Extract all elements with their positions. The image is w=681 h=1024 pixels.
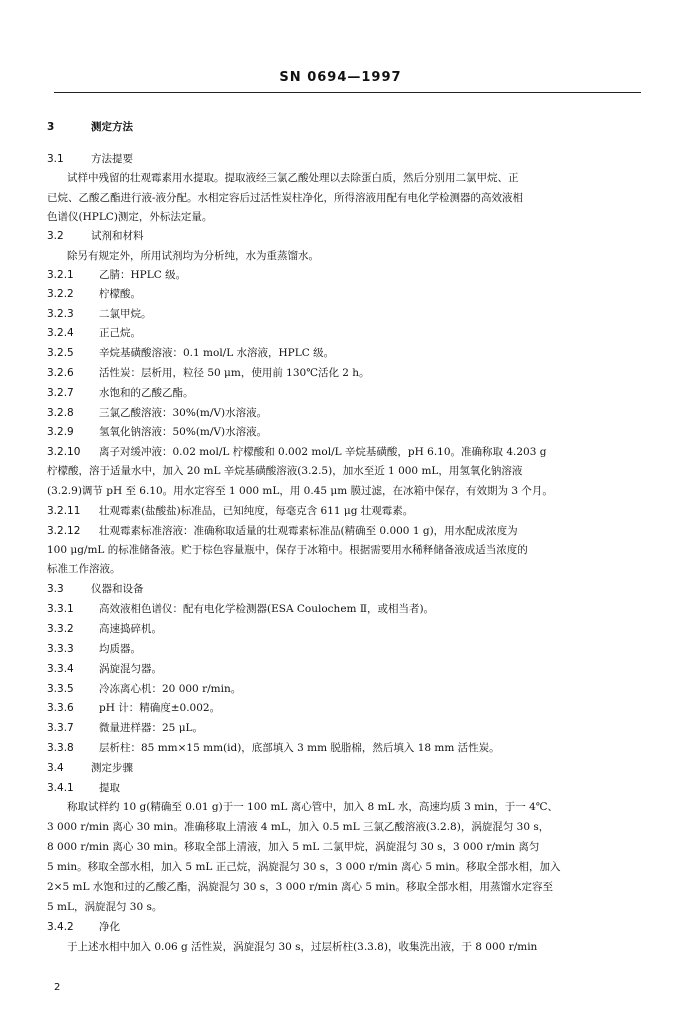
section-title: 高速捣碎机。	[99, 623, 162, 635]
paragraph-line	[67, 940, 537, 954]
page-number: 2	[54, 982, 61, 993]
paragraph-text: 色谱仪(HPLC)测定，外标法定量。	[47, 211, 213, 223]
section-line	[47, 152, 133, 166]
section-title: 辛烷基磺酸溶液：0.1 mol/L 水溶液，HPLC 级。	[99, 347, 335, 359]
section-title: 氢氧化钠溶液：50%(m/V)水溶液。	[99, 426, 268, 438]
section-title: 乙腈：HPLC 级。	[99, 269, 187, 281]
section-line	[47, 761, 133, 775]
paragraph-line	[47, 820, 549, 834]
section-title: 提取	[99, 782, 120, 794]
section-title: 净化	[99, 921, 120, 933]
paragraph-text: 试样中残留的壮观霉素用水提取。提取液经三氯乙酸处理以去除蛋白质，然后分别用二氯甲烷、正	[67, 172, 519, 184]
section-number: 3.3.8	[47, 742, 74, 754]
section-line	[47, 229, 144, 243]
paragraph-text: 5 mL，涡旋混匀 30 s。	[47, 901, 163, 913]
section-title: 微量进样器：25 μL。	[99, 722, 203, 734]
section-line	[47, 386, 194, 400]
paragraph-line	[47, 484, 553, 498]
paragraph-text: 于上述水相中加入 0.06 g 活性炭，涡旋混匀 30 s，过层析柱(3.3.8)，收集洗出液，于 8 000 r/min	[67, 941, 538, 953]
section-line	[47, 602, 434, 616]
paragraph-line	[47, 900, 162, 914]
section-line	[47, 781, 120, 795]
section-title: 试剂和材料	[91, 230, 144, 242]
section-line	[47, 326, 141, 340]
paragraph-text: 柠檬酸，溶于适量水中，加入 20 mL 辛烷基磺酸溶液(3.2.5)，加水至近 1 000 mL，用氢氧化钠溶液	[47, 465, 523, 477]
section-title: 仪器和设备	[91, 583, 144, 595]
section-title: 正己烷。	[99, 327, 141, 339]
paragraph-text: 3 000 r/min 离心 30 min。准确移取上清液 4 mL，加入 0.5 mL 三氯乙酸溶液(3.2.8)，涡旋混匀 30 s，	[47, 821, 550, 833]
section-number: 3.2.4	[47, 327, 74, 339]
section-title: 壮观霉素(盐酸盐)标准品，已知纯度，每毫克含 611 μg 壮观霉素。	[99, 505, 414, 517]
section-number: 3.2.6	[47, 367, 74, 379]
paragraph-line	[47, 210, 212, 224]
section-number: 3.2	[47, 230, 64, 242]
section-number: 3.4	[47, 762, 64, 774]
section-title: pH 计：精确度±0.002。	[99, 702, 221, 714]
section-number: 3.3.7	[47, 722, 74, 734]
paragraph-text: 称取试样约 10 g(精确至 0.01 g)于一 100 mL 离心管中，加入 8 mL 水，高速均质 3 min，于一 4℃、	[67, 801, 559, 813]
paragraph-text: 2×5 mL 水饱和过的乙酸乙酯，涡旋混匀 30 s，3 000 r/min 离心 5 min。移取全部水相，用蒸馏水定容至	[47, 881, 553, 893]
section-number: 3.4.2	[47, 921, 74, 933]
section-title: 方法提要	[91, 153, 133, 165]
section-title: 离子对缓冲液：0.02 mol/L 柠檬酸和 0.002 mol/L 辛烷基磺酸，pH 6.10。准确称取 4.203 g	[99, 446, 547, 458]
section-line	[47, 504, 413, 518]
section-number: 3.1	[47, 153, 64, 165]
section-number: 3.4.1	[47, 782, 74, 794]
paragraph-line	[67, 800, 558, 814]
header-rule	[54, 92, 641, 93]
section-line	[47, 406, 267, 420]
section-title: 均质器。	[99, 643, 141, 655]
section-number: 3.3.4	[47, 663, 74, 675]
section-title: 三氯乙酸溶液：30%(m/V)水溶液。	[99, 407, 268, 419]
paragraph-text: 除另有规定外，所用试剂均为分析纯，水为重蒸馏水。	[67, 250, 319, 262]
section-title: 测定方法	[91, 121, 133, 133]
section-number: 3.2.12	[47, 525, 81, 537]
section-number: 3.2.10	[47, 446, 81, 458]
section-number: 3.2.1	[47, 269, 74, 281]
section-number: 3.2.8	[47, 407, 74, 419]
paragraph-line	[47, 840, 539, 854]
section-line	[47, 425, 267, 439]
section-line	[47, 741, 500, 755]
section-number: 3.3.5	[47, 683, 74, 695]
section-line	[47, 662, 162, 676]
paragraph-text: 100 μg/mL 的标准储备液。贮于棕色容量瓶中，保存于冰箱中。根据需要用水稀释储备液成适当浓度的	[47, 544, 528, 556]
section-line	[47, 287, 141, 301]
section-number: 3.2.7	[47, 387, 74, 399]
section-title: 柠檬酸。	[99, 288, 141, 300]
standard-header: SN 0694—1997	[279, 70, 402, 85]
section-title: 活性炭：层析用，粒径 50 μm，使用前 130℃活化 2 h。	[99, 367, 370, 379]
section-number: 3.2.3	[47, 308, 74, 320]
section-number: 3.2.9	[47, 426, 74, 438]
section-line	[47, 346, 334, 360]
section-line	[47, 524, 518, 538]
section-title: 测定步骤	[91, 762, 133, 774]
paragraph-line	[47, 880, 553, 894]
section-line	[47, 445, 546, 459]
section-line	[47, 920, 120, 934]
section-title: 层析柱：85 mm×15 mm(id)，底部填入 3 mm 脱脂棉，然后填入 18 mm 活性炭。	[99, 742, 500, 754]
paragraph-text: 已烷、乙酸乙酯进行液-液分配。水相定容后过活性炭柱净化，所得溶液用配有电化学检测器的高效液相	[47, 192, 524, 204]
paragraph-text: (3.2.9)调节 pH 至 6.10。用水定容至 1 000 mL，用 0.45 μm 膜过滤，在冰箱中保存，有效期为 3 个月。	[47, 485, 553, 497]
section-line	[47, 682, 241, 696]
section-line	[47, 268, 186, 282]
section-line	[47, 307, 152, 321]
paragraph-line	[47, 191, 523, 205]
section-number: 3.3.6	[47, 702, 74, 714]
section-number: 3.2.11	[47, 505, 81, 517]
paragraph-line	[47, 860, 560, 874]
section-number: 3	[47, 121, 55, 133]
paragraph-text: 8 000 r/min 离心 30 min。移取全部上清液，加入 5 mL 二氯甲烷，涡旋混匀 30 s，3 000 r/min 离匀	[47, 841, 540, 853]
section-number: 3.2.5	[47, 347, 74, 359]
section-number: 3.3	[47, 583, 64, 595]
section-number: 3.2.2	[47, 288, 74, 300]
section-line	[47, 721, 203, 735]
section-number: 3.3.3	[47, 643, 74, 655]
section-title: 高效液相色谱仪：配有电化学检测器(ESA Coulochem Ⅱ，或相当者)。	[99, 603, 435, 615]
section-title: 涡旋混匀器。	[99, 663, 162, 675]
section-line	[47, 366, 370, 380]
section-line	[47, 622, 162, 636]
section-line	[47, 120, 133, 134]
section-line	[47, 582, 144, 596]
paragraph-line	[67, 171, 519, 185]
paragraph-line	[47, 543, 528, 557]
section-title: 水饱和的乙酸乙酯。	[99, 387, 194, 399]
section-line	[47, 701, 220, 715]
section-title: 二氯甲烷。	[99, 308, 152, 320]
section-number: 3.3.1	[47, 603, 74, 615]
paragraph-line	[47, 562, 121, 576]
paragraph-line	[47, 464, 522, 478]
paragraph-text: 5 min。移取全部水相，加入 5 mL 正己烷，涡旋混匀 30 s，3 000 r/min 离心 5 min。移取全部水相，加入	[47, 861, 561, 873]
section-line	[47, 642, 141, 656]
paragraph-line	[67, 249, 319, 263]
section-title: 壮观霉素标准溶液：准确称取适量的壮观霉素标准品(精确至 0.000 1 g)，用水配成浓度为	[99, 525, 518, 537]
section-title: 冷冻离心机：20 000 r/min。	[99, 683, 242, 695]
section-number: 3.3.2	[47, 623, 74, 635]
paragraph-text: 标准工作溶液。	[47, 563, 121, 575]
